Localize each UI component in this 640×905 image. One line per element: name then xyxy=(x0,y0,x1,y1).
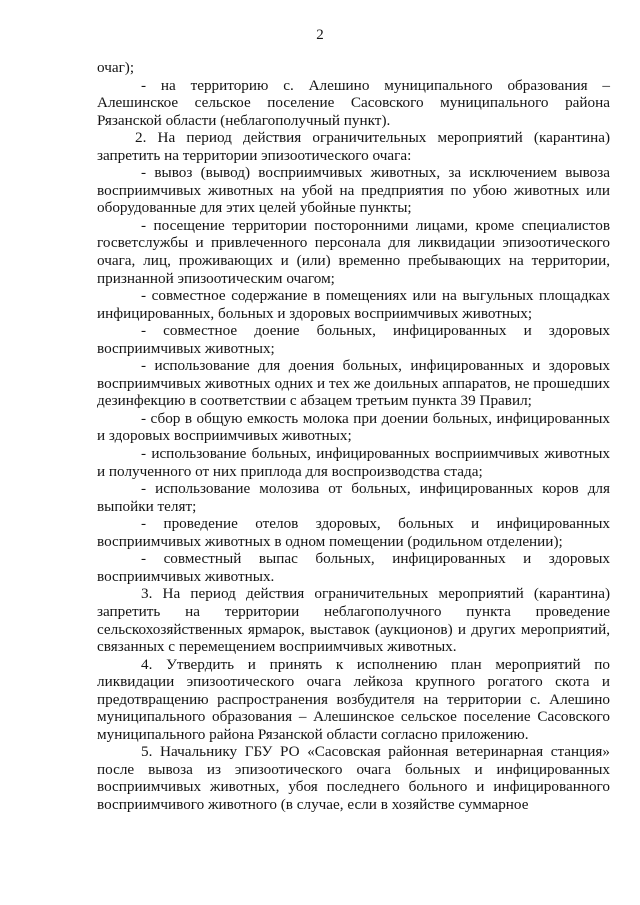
paragraph-ban-grazing: - совместный выпас больных, инфицированных и здоровых восприимчивых животных. xyxy=(97,550,610,585)
document-body xyxy=(97,59,610,814)
paragraph-ban-colostrum: - использование молозива от больных, инфицированных коров для выпойки телят; xyxy=(97,480,610,515)
paragraph-ban-reproduction: - использование больных, инфицированных восприимчивых животных и полученного от них приплода для воспроизводства стада; xyxy=(97,445,610,480)
paragraph-item-4: 4. Утвердить и принять к исполнению план мероприятий по ликвидации эпизоотического очага лейкоза крупного рогатого скота и предотвращению распространения возбудителя на территории с. Алешино муниципального образования – Алешинское сельское поселение Сасовского муниципального района Рязанской области согласно приложению. xyxy=(97,655,610,743)
paragraph-item-3: 3. На период действия ограничительных мероприятий (карантина) запретить на территории неблагополучного пункта проведение сельскохозяйственных ярмарок, выставок (аукционов) и других мероприятий, связанных с перемещением восприимчивых животных. xyxy=(97,585,610,656)
paragraph-ban-calving: - проведение отелов здоровых, больных и инфицированных восприимчивых животных в одном помещении (родильном отделении); xyxy=(97,515,610,550)
paragraph-ban-visits: - посещение территории посторонними лицами, кроме специалистов госветслужбы и привлеченного персонала для ликвидации эпизоотического очага, лиц, проживающих и (или) временно пребывающих на территории, признанной эпизоотическим очагом; xyxy=(97,216,610,287)
paragraph-ban-milking-equipment: - использование для доения больных, инфицированных и здоровых восприимчивых животных одних и тех же доильных аппаратов, не прошедших дезинфекцию в соответствии с абзацем третьим пункта 39 Правил; xyxy=(97,357,610,410)
paragraph-continuation: очаг); xyxy=(97,59,135,76)
paragraph-ban-milk-collection: - сбор в общую емкость молока при доении больных, инфицированных и здоровых восприимчивых животных; xyxy=(97,409,610,445)
paragraph-ban-export: - вывоз (вывод) восприимчивых животных, за исключением вывоза восприимчивых животных на убой на предприятия по убою животных или оборудованные для этих целей убойные пункты; xyxy=(97,164,610,217)
page-number: 2 xyxy=(316,27,324,43)
paragraph-territory: - на территорию с. Алешино муниципального образования – Алешинское сельское поселение Сасовского муниципального района Рязанской области (неблагополучный пункт). xyxy=(97,76,610,129)
paragraph-ban-joint-keeping: - совместное содержание в помещениях или на выгульных площадках инфицированных, больных и здоровых восприимчивых животных; xyxy=(97,287,610,322)
paragraph-item-5: 5. Начальнику ГБУ РО «Сасовская районная ветеринарная станция» после вывоза из эпизоотического очага больных и инфицированных восприимчивых животных, убоя последнего больного и инфицированного восприимчивого животного (в случае, если в хозяйстве суммарное xyxy=(97,743,610,813)
paragraph-item-2: 2. На период действия ограничительных мероприятий (карантина) запретить на территории эпизоотического очага: xyxy=(97,129,610,164)
paragraph-ban-joint-milking: - совместное доение больных, инфицированных и здоровых восприимчивых животных; xyxy=(97,322,610,357)
